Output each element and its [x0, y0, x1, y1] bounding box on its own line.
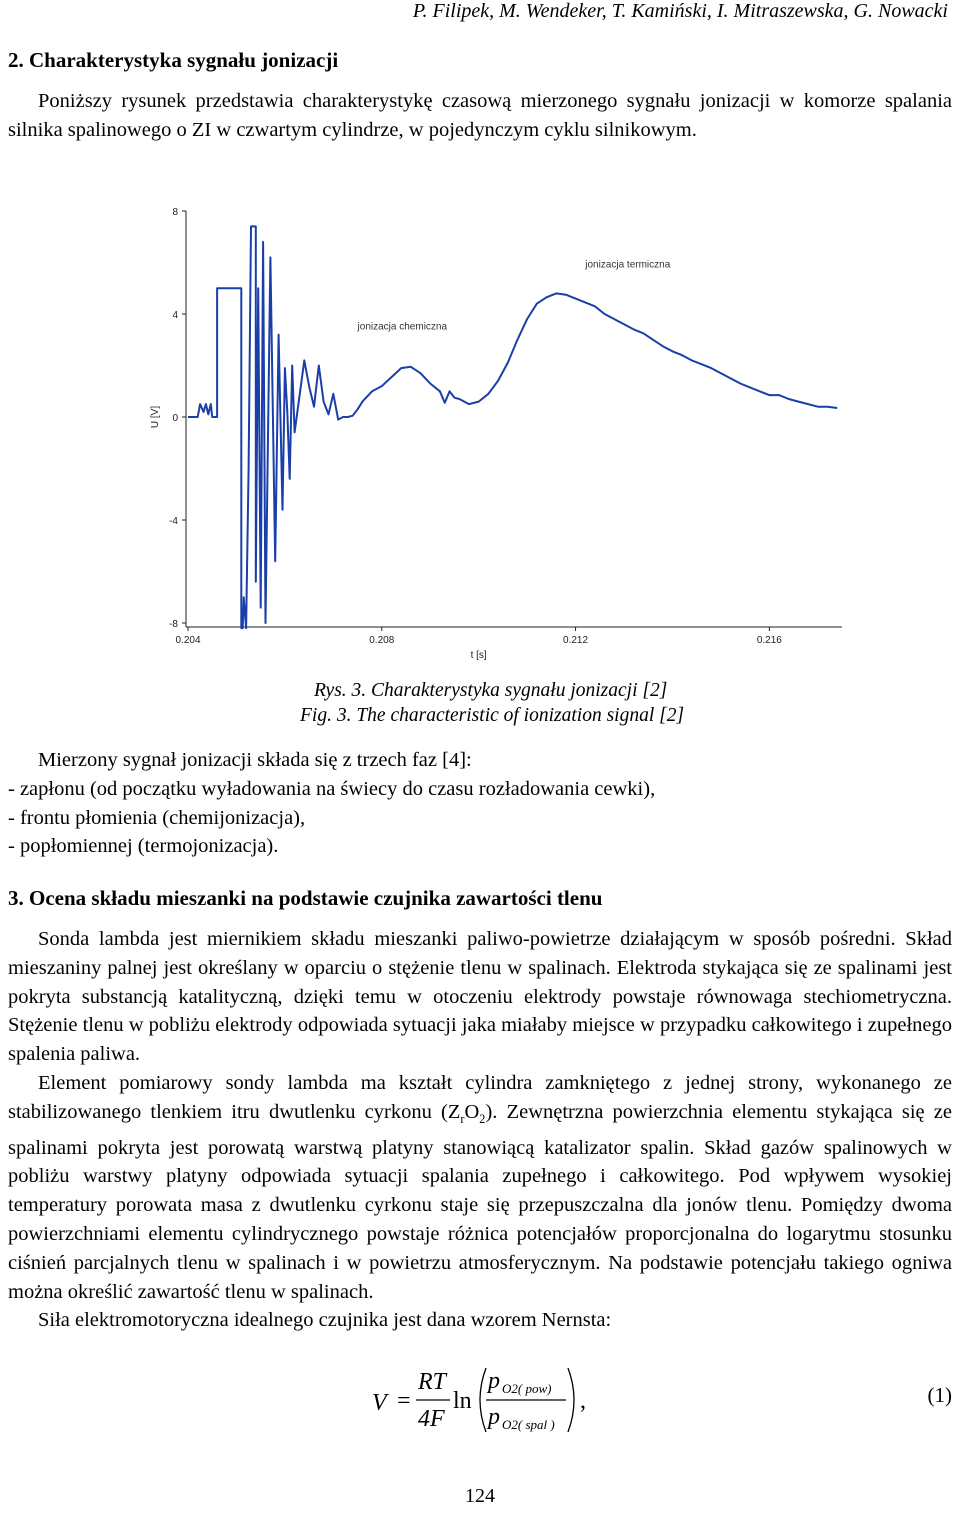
paragraph-lambda-probe: Sonda lambda jest miernikiem składu mieszanki paliwo-powietrze działającym w sposób pośredni. Skład mieszaniny palnej jest określany w oparciu o stężenie tlenu w spalinach. Elektroda stykająca się ze spalinami jest pokryta substancją katalityczną, dzięki temu w otoczeniu elektrody powstaje równowaga stechiometryczna. Stężenie tlenu w pobliżu elektrody odpowiada sytuacji jaka miałaby miejsce w przypadku całkowitego i zupełnego spalenia paliwa. [8, 928, 952, 1066]
y-tick-label: -8 [169, 619, 178, 630]
eq-sub-top: O2( pow) [502, 1381, 552, 1396]
eq-sub-bottom: O2( spal ) [502, 1417, 555, 1432]
y-axis-label: U [V] [150, 405, 161, 429]
x-tick-label: 0.212 [563, 635, 589, 646]
intro-paragraph: Poniższy rysunek przedstawia charakterystykę czasową mierzonego sygnału jonizacji w komorze spalania silnika spalinowego o ZI w czwartym cylindrze, w pojedynczym cyklu silnikowym. [8, 90, 952, 141]
phase-item-ignition: - zapłonu (od początku wyładowania na świecy do czasu rozładowania cewki), [8, 777, 656, 800]
eq-numerator: RT [418, 1369, 447, 1395]
signal-line [188, 226, 837, 628]
y-tick-label: 4 [172, 310, 178, 321]
x-axis-label: t [s] [470, 650, 487, 661]
x-tick-label: 0.216 [756, 635, 782, 646]
paragraph-measuring-element: Element pomiarowy sondy lambda ma kształt cylindra zamkniętego z jednej strony, wykonanego ze stabilizowanego tlenkiem itru dwutlenku cyrkonu $(Z_rO_2)$. Zewnętrzna powierzchnia elementu stykająca się ze spalinami pokryta jest porowatą warstwą platyny stanowiącą katalizator spalin. Skład gazów spalinowych w pobliżu warstwy platyny odpowiada sytuacji spalania zupełnego i całkowitego. Pod wpływem wysokiej temperatury porowata masa z dwutlenku cyrkonu staje się przepuszczalna dla jonów tlenu. Pomiędzy dwoma powierzchniami elementu cylindrycznego powstaje różnica potencjałów proporcjonalna do logarytmu stosunku ciśnień parcjalnych tlenu w spalinach i w powietrzu atmosferycznym. Na podstawie potencjału takiego ogniwa można określić zawartość tlenu w spalinach. [8, 1071, 952, 1303]
phases-intro: Mierzony sygnał jonizacji składa się z trzech faz [4]: [38, 749, 472, 771]
ionization-signal-chart [0, 195, 960, 670]
x-tick-label: 0.208 [369, 635, 395, 646]
section-3-body [8, 925, 952, 1335]
y-tick-label: 0 [172, 413, 178, 424]
eq-comma: , [580, 1388, 586, 1414]
annotation-chemical-ionization: jonizacja chemiczna [357, 321, 448, 333]
nernst-equation [0, 1360, 960, 1440]
y-tick-label: 8 [172, 207, 178, 218]
paragraph-nernst-intro: Siła elektromotoryczna idealnego czujnika jest dana wzorem Nernsta: [38, 1309, 612, 1332]
page-number: 124 [465, 1485, 495, 1507]
annotation-thermal-ionization: jonizacja termiczna [585, 259, 671, 271]
running-header-authors: P. Filipek, M. Wendeker, T. Kamiński, I. Mitraszewska, G. Nowacki [412, 0, 948, 22]
caption-english: Fig. 3. The characteristic of ionization signal [2] [300, 705, 685, 726]
eq-ln: ln [453, 1388, 472, 1414]
eq-right-paren [568, 1368, 574, 1432]
figure-caption [0, 678, 960, 728]
equation-number: (1) [927, 1383, 952, 1407]
eq-denominator: 4F [418, 1406, 445, 1432]
section-3-heading: 3. Ocena składu mieszanki na podstawie czujnika zawartości tlenu [8, 886, 603, 910]
eq-p-top: p [488, 1368, 500, 1394]
section-2-heading: 2. Charakterystyka sygnału jonizacji [8, 48, 339, 72]
eq-equals: = [397, 1388, 411, 1414]
eq-p-bottom: p [488, 1404, 500, 1430]
eq-left-paren [480, 1368, 486, 1432]
eq-lhs: V [372, 1390, 387, 1416]
caption-polish: Rys. 3. Charakterystyka sygnału jonizacji [2] [314, 680, 668, 701]
phase-item-post-flame: - popłomiennej (termojonizacja). [8, 835, 279, 858]
x-tick-label: 0.204 [175, 635, 201, 646]
y-tick-label: -4 [169, 516, 178, 527]
phases-list [8, 746, 952, 861]
phase-item-flame-front: - frontu płomienia (chemijonizacja), [8, 806, 306, 829]
section-2-intro [8, 87, 952, 145]
